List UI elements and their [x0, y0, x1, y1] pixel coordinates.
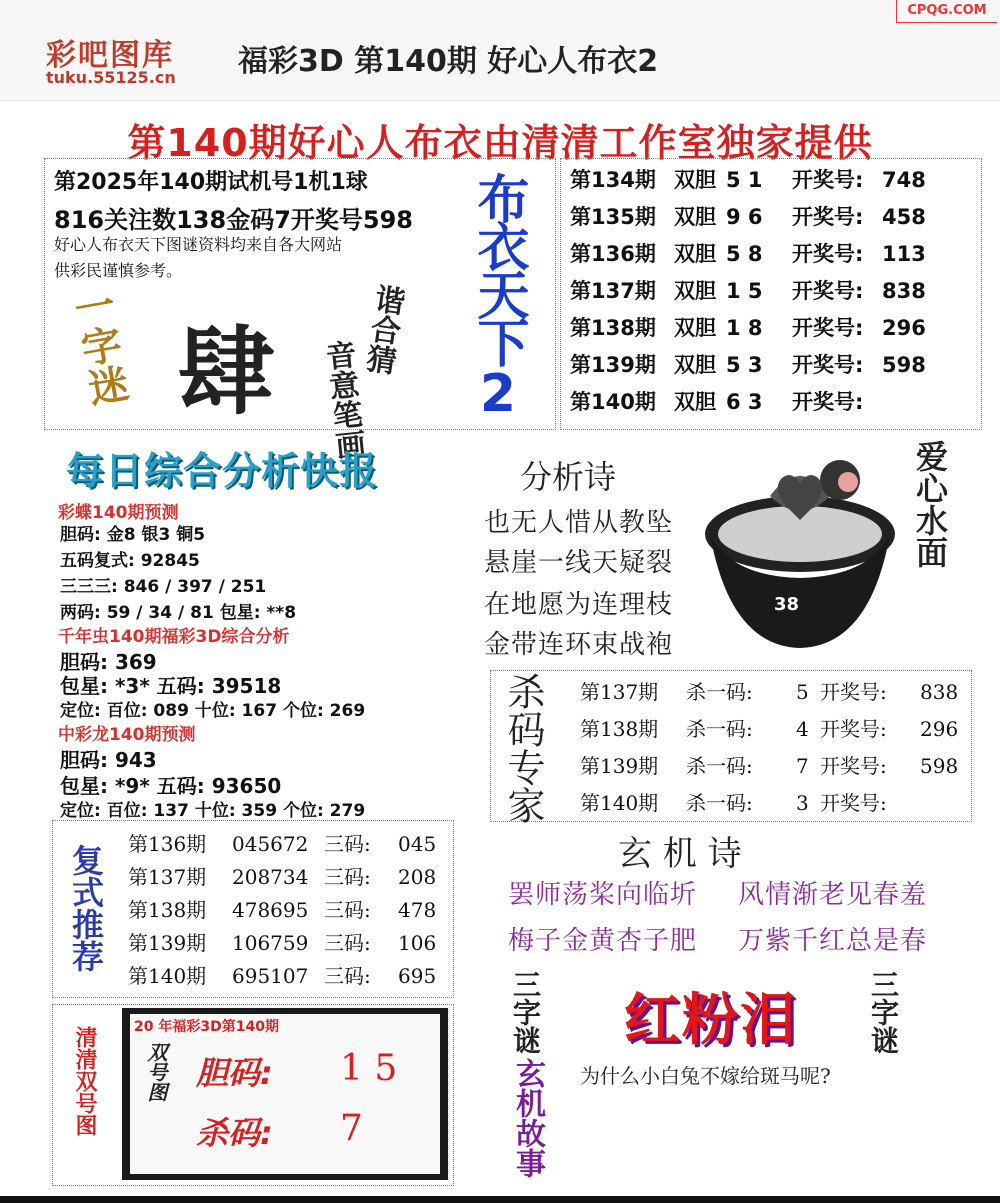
- kill-label: 杀一码:: [686, 717, 753, 741]
- double-dan-draw-label: 开奖号:: [792, 242, 864, 266]
- double-dan-row: [570, 275, 926, 312]
- xuanji-line-1b: 风情渐老见春羞: [738, 880, 928, 910]
- kill-draw: 838: [920, 680, 959, 704]
- kill-draw-label: 开奖号:: [820, 717, 887, 741]
- kill-row: [580, 676, 958, 713]
- qingqing-card-title: 20 年福彩3D第140期: [134, 1019, 279, 1035]
- double-dan-row: [570, 312, 926, 349]
- qingqing-dan-value: 1 5: [340, 1048, 398, 1089]
- double-dan-draw-label: 开奖号:: [792, 168, 864, 192]
- caidie-wuma: 五码复式: 92845: [60, 551, 200, 571]
- double-dan-label: 双胆: [674, 242, 716, 266]
- bottom-rule: [0, 1196, 1000, 1203]
- double-dan-period: 第136期: [570, 242, 656, 266]
- poem-line-4: 金带连环束战袍: [484, 630, 674, 660]
- fushi-value: 695: [398, 964, 437, 988]
- qiannianchong-title: 千年虫140期福彩3D综合分析: [58, 627, 290, 647]
- double-dan-label: 双胆: [674, 279, 716, 303]
- kill-draw: 296: [920, 717, 959, 741]
- fushi-period: 第136期: [128, 832, 207, 856]
- double-dan-value: 1 5: [726, 279, 763, 303]
- riddle-label: 一字迷: [64, 283, 132, 410]
- double-dan-value: 1 8: [726, 316, 763, 340]
- kill-value: 3: [796, 791, 809, 815]
- aixin-vertical: 爱心水面: [911, 440, 949, 568]
- kill-period: 第138期: [580, 717, 659, 741]
- fushi-code: 478695: [232, 898, 309, 922]
- analysis-header: 每日综合分析快报: [66, 449, 379, 493]
- double-dan-draw: 598: [882, 353, 926, 377]
- kill-draw: 598: [920, 754, 959, 778]
- sanzimi-word: 红粉泪: [624, 988, 798, 1053]
- zhongcailong-title: 中彩龙140期预测: [58, 725, 196, 745]
- sanzimi-left: 三字谜: [509, 970, 542, 1054]
- xuanji-line-2b: 万紫千红总是春: [738, 926, 928, 956]
- double-dan-draw-label: 开奖号:: [792, 390, 864, 414]
- zhongcailong-dingwei: 定位: 百位: 137 十位: 359 个位: 279: [60, 801, 366, 821]
- test-draw-note1: 好心人布衣天下图谜资料均来自各大网站: [54, 235, 343, 254]
- double-dan-period: 第139期: [570, 353, 656, 377]
- page-title: 福彩3D 第140期 好心人布衣2: [238, 44, 659, 79]
- fushi-code: 695107: [232, 964, 309, 988]
- story-question: 为什么小白兔不嫁给斑马呢?: [580, 1064, 831, 1088]
- vertical-title: 布衣天下2: [468, 172, 528, 420]
- double-dan-label: 双胆: [674, 353, 716, 377]
- double-dan-draw-label: 开奖号:: [792, 353, 864, 377]
- double-dan-draw-label: 开奖号:: [792, 205, 864, 229]
- double-dan-row: [570, 201, 926, 238]
- riddle-hint-b: 音意笔画: [318, 338, 367, 462]
- double-dan-period: 第138期: [570, 316, 656, 340]
- double-dan-draw: 296: [882, 316, 926, 340]
- caidie-dan: 胆码: 金8 银3 铜5: [60, 525, 206, 545]
- main-banner: 第140期好心人布衣由清清工作室独家提供: [127, 121, 873, 165]
- caidie-liangma: 两码: 59 / 34 / 81 包星: **8: [60, 603, 297, 623]
- aixin-image: [700, 436, 900, 656]
- kill-period: 第137期: [580, 680, 659, 704]
- double-dan-period: 第137期: [570, 279, 656, 303]
- caidie-sansan: 三三三: 846 / 397 / 251: [60, 577, 267, 597]
- fushi-row: [128, 861, 436, 894]
- poem-line-2: 悬崖一线天疑裂: [484, 548, 674, 578]
- double-dan-draw: 113: [882, 242, 926, 266]
- fushi-row: [128, 894, 436, 927]
- qingqing-card-side: 双号图: [144, 1042, 168, 1102]
- fushi-label: 三码:: [324, 832, 371, 856]
- kill-expert-label: 杀码专家: [501, 672, 545, 824]
- fushi-value: 045: [398, 832, 437, 856]
- zhongcailong-dan: 胆码: 943: [60, 748, 157, 772]
- double-dan-table: [570, 164, 926, 423]
- kill-period: 第139期: [580, 754, 659, 778]
- kill-draw-label: 开奖号:: [820, 680, 887, 704]
- qingqing-sha-value: 7: [340, 1108, 363, 1149]
- fushi-row: [128, 828, 436, 861]
- fushi-label: 三码:: [324, 898, 371, 922]
- qingqing-sha-label: 杀码:: [196, 1114, 273, 1152]
- fushi-period: 第137期: [128, 865, 207, 889]
- poem-title: 分析诗: [520, 458, 617, 496]
- fushi-code: 045672: [232, 832, 309, 856]
- xuanji-line-1a: 罢师荡桨向临圻: [508, 880, 698, 910]
- story-label: 玄机故事: [510, 1058, 545, 1178]
- kill-value: 5: [796, 680, 809, 704]
- double-dan-value: 5 1: [726, 168, 763, 192]
- aixin-number: 38: [774, 594, 800, 615]
- double-dan-draw-label: 开奖号:: [792, 279, 864, 303]
- double-dan-row: [570, 164, 926, 201]
- double-dan-row: [570, 386, 926, 423]
- kill-row: [580, 713, 958, 750]
- fushi-period: 第138期: [128, 898, 207, 922]
- fushi-label: 三码:: [324, 964, 371, 988]
- test-draw-note2: 供彩民谨慎参考。: [54, 261, 183, 280]
- qingqing-dan-label: 胆码:: [196, 1054, 273, 1092]
- fushi-code: 208734: [232, 865, 309, 889]
- double-dan-draw: 748: [882, 168, 926, 192]
- fushi-row: [128, 927, 436, 960]
- double-dan-period: 第134期: [570, 168, 656, 192]
- fushi-code: 106759: [232, 931, 309, 955]
- kill-value: 7: [796, 754, 809, 778]
- fushi-value: 106: [398, 931, 437, 955]
- test-draw-line2: 816关注数138金码7开奖号598: [54, 206, 413, 234]
- kill-period: 第140期: [580, 791, 659, 815]
- double-dan-draw: 458: [882, 205, 926, 229]
- double-dan-value: 5 3: [726, 353, 763, 377]
- double-dan-value: 9 6: [726, 205, 763, 229]
- qiannianchong-dingwei: 定位: 百位: 089 十位: 167 个位: 269: [60, 701, 366, 721]
- fushi-row: [128, 960, 436, 993]
- fushi-table: [128, 828, 436, 993]
- site-logo[interactable]: 彩吧图库: [46, 38, 174, 73]
- double-dan-value: 6 3: [726, 390, 763, 414]
- qiannianchong-baoxing: 包星: *3* 五码: 39518: [60, 674, 282, 698]
- double-dan-value: 5 8: [726, 242, 763, 266]
- zhongcailong-baoxing: 包星: *9* 五码: 93650: [60, 774, 282, 798]
- fushi-period: 第140期: [128, 964, 207, 988]
- double-dan-draw: 838: [882, 279, 926, 303]
- sanzimi-right: 三字谜: [867, 970, 900, 1054]
- aixin-illustration: [700, 436, 900, 656]
- kill-label: 杀一码:: [686, 754, 753, 778]
- double-dan-label: 双胆: [674, 316, 716, 340]
- kill-label: 杀一码:: [686, 791, 753, 815]
- fushi-label: 三码:: [324, 865, 371, 889]
- poem-line-1: 也无人惜从教坠: [484, 508, 674, 538]
- riddle-character: 肆: [178, 315, 274, 428]
- double-dan-label: 双胆: [674, 205, 716, 229]
- kill-row: [580, 750, 958, 787]
- kill-row: [580, 787, 958, 824]
- fushi-period: 第139期: [128, 931, 207, 955]
- site-url[interactable]: tuku.55125.cn: [46, 68, 176, 87]
- caidie-title: 彩蝶140期预测: [58, 503, 179, 523]
- xuanji-line-2a: 梅子金黄杏子肥: [508, 926, 698, 956]
- fushi-value: 478: [398, 898, 437, 922]
- qingqing-label: 清清双号图: [72, 1026, 97, 1136]
- riddle-hint-a: 谐合猜: [358, 282, 407, 377]
- double-dan-draw-label: 开奖号:: [792, 316, 864, 340]
- corner-badge[interactable]: CPQG.COM: [896, 0, 997, 23]
- kill-expert-table: [580, 676, 958, 824]
- qingqing-card: [130, 1014, 440, 1174]
- qiannianchong-dan: 胆码: 369: [60, 650, 157, 674]
- double-dan-label: 双胆: [674, 168, 716, 192]
- poem-line-3: 在地愿为连理枝: [484, 590, 674, 620]
- kill-draw-label: 开奖号:: [820, 791, 887, 815]
- fushi-value: 208: [398, 865, 437, 889]
- double-dan-period: 第135期: [570, 205, 656, 229]
- test-draw-line1: 第2025年140期试机号1机1球: [54, 170, 368, 195]
- kill-label: 杀一码:: [686, 680, 753, 704]
- double-dan-label: 双胆: [674, 390, 716, 414]
- xuanji-title: 玄 机 诗: [618, 834, 742, 874]
- double-dan-period: 第140期: [570, 390, 656, 414]
- fushi-label: 复式推荐: [67, 844, 105, 972]
- fushi-label: 三码:: [324, 931, 371, 955]
- double-dan-row: [570, 349, 926, 386]
- kill-value: 4: [796, 717, 809, 741]
- kill-draw-label: 开奖号:: [820, 754, 887, 778]
- double-dan-row: [570, 238, 926, 275]
